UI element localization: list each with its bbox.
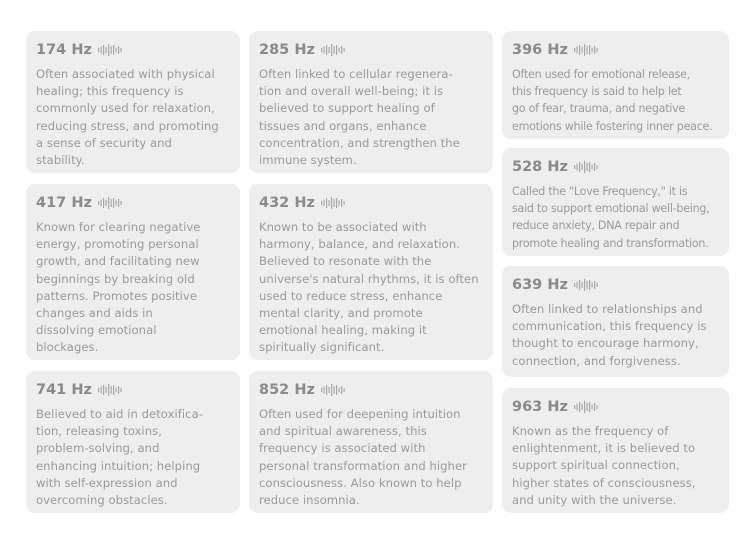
sound-wave-icon — [321, 197, 345, 209]
frequency-description: Known for clearing negative energy, promoting personal growth, and facilitating new beginnings by breaking old patterns. Promotes positive changes and aids in dissolving emotional blockages. — [36, 220, 201, 355]
frequency-description: Often used for emotional release, this frequency is said to help let go of fear, trauma, and negative emotions while fostering inner peace. — [512, 68, 713, 133]
frequency-label: 432 Hz — [259, 194, 315, 211]
frequency-description: Often linked to relationships and communication, this frequency is thought to encourage harmony, connection, and forgiveness. — [512, 302, 707, 368]
sound-wave-icon — [574, 161, 598, 173]
frequency-card-852 — [249, 371, 493, 513]
frequency-card-432 — [249, 184, 493, 360]
sound-wave-icon — [98, 44, 122, 56]
frequency-card-528 — [502, 148, 729, 256]
frequency-label: 852 Hz — [259, 381, 315, 398]
frequency-label: 417 Hz — [36, 194, 92, 211]
frequency-description: Known to be associated with harmony, balance, and relaxation. Believed to resonate with the universe's natural rhythms, it is often used to reduce stress, enhance mental clarity, and promote emotional healing, making it spiritually significant. — [259, 220, 479, 355]
frequency-card-417 — [26, 184, 240, 360]
sound-wave-icon — [574, 44, 598, 56]
card-title — [259, 380, 483, 399]
sound-wave-icon — [574, 279, 598, 291]
sound-wave-icon — [98, 384, 122, 396]
frequency-card-174 — [26, 31, 240, 173]
frequency-card-639 — [502, 266, 729, 377]
card-title — [259, 40, 483, 59]
sound-wave-icon — [98, 197, 122, 209]
sound-wave-icon — [321, 384, 345, 396]
frequency-description: Often associated with physical healing; this frequency is commonly used for relaxation, reducing stress, and promoting a sense of security and stability. — [36, 67, 219, 168]
frequency-description: Known as the frequency of enlightenment, it is believed to support spiritual connection, higher states of consciousness, and unity with the universe. — [512, 424, 696, 507]
card-title — [512, 157, 719, 176]
frequency-label: 741 Hz — [36, 381, 92, 398]
frequency-label: 174 Hz — [36, 41, 92, 58]
frequency-description: Often used for deepening intuition and spiritual awareness, this frequency is associated with personal transformation and higher consciousness. Also known to help reduce insomnia. — [259, 407, 467, 508]
frequency-card-396 — [502, 31, 729, 139]
frequency-label: 963 Hz — [512, 398, 568, 415]
frequency-card-963 — [502, 388, 729, 513]
card-title — [36, 193, 230, 212]
frequency-label: 528 Hz — [512, 158, 568, 175]
card-title — [36, 380, 230, 399]
card-title — [512, 275, 719, 294]
frequency-card-285 — [249, 31, 493, 173]
card-title — [512, 397, 719, 416]
frequency-label: 396 Hz — [512, 41, 568, 58]
frequency-label: 639 Hz — [512, 276, 568, 293]
card-title — [512, 40, 719, 59]
frequency-card-741 — [26, 371, 240, 513]
card-title — [36, 40, 230, 59]
frequency-description: Often linked to cellular regenera- tion and overall well-being; it is believed to support healing of tissues and organs, enhance concentration, and strengthen the immune system. — [259, 67, 460, 168]
frequency-description: Believed to aid in detoxifica- tion, releasing toxins, problem-solving, and enhancing intuition; helping with self-expression and overcoming obstacles. — [36, 407, 203, 508]
frequency-label: 285 Hz — [259, 41, 315, 58]
sound-wave-icon — [321, 44, 345, 56]
frequency-description: Called the "Love Frequency," it is said to support emotional well-being, reduce anxiety, DNA repair and promote healing and transformation. — [512, 185, 710, 250]
card-title — [259, 193, 483, 212]
sound-wave-icon — [574, 401, 598, 413]
